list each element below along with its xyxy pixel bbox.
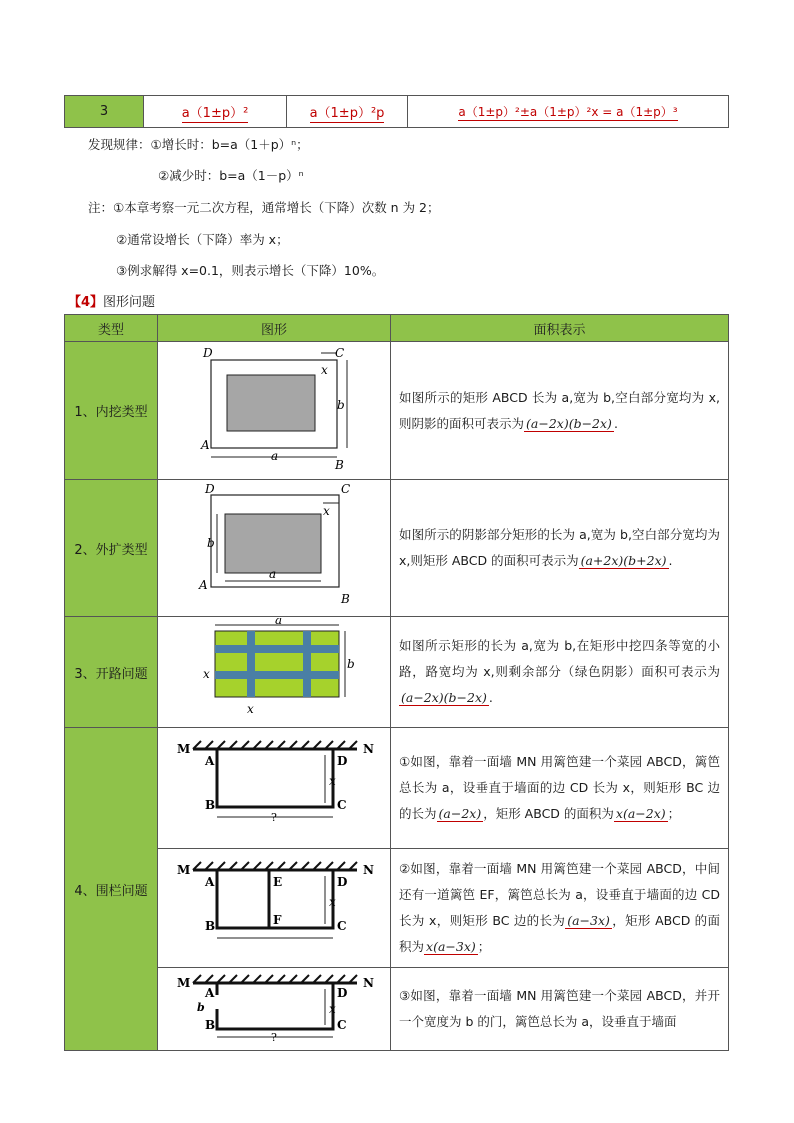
label-D: D (337, 986, 348, 1000)
tail-road: . (488, 690, 493, 705)
desc-fence-2-text: ②如图，靠着一面墙 MN 用篱笆建一个菜园 ABCD，中间还有一道篱笆 EF，篱笆总长为 a，设垂直于墙面的边 CD 长为 x，则矩形 BC 边的长为 (399, 861, 720, 928)
label-B: B (205, 798, 216, 812)
label-b: b (197, 1001, 205, 1014)
path-v1 (247, 631, 255, 697)
path-v2 (303, 631, 311, 697)
desc-fence-3: ③如图，靠着一面墙 MN 用篱笆建一个菜园 ABCD，并开一个宽度为 b 的门，篱笆总长为 a，设垂直于墙面 (399, 988, 720, 1029)
desc-outer (399, 522, 720, 574)
label-unknown: ? (271, 1031, 277, 1044)
desc-fence-1 (399, 749, 720, 827)
note-2: ②通常设增长（下降）率为 x； (116, 232, 289, 247)
label-A: A (205, 754, 215, 768)
label-D: D (337, 875, 348, 889)
label-D: D (205, 482, 215, 496)
label-a: a (269, 567, 277, 581)
rule-increase: 发现规律：①增长时：b=a（1＋p）ⁿ； (88, 137, 309, 152)
expr-outer: (a+2x)(b+2x) (580, 553, 667, 568)
label-b: b (347, 657, 355, 671)
figure-fence-2-cell (158, 849, 391, 968)
label-C: C (335, 346, 345, 360)
fence-figure-1 (159, 729, 389, 843)
mid-fence-1: ，矩形 ABCD 的面积为 (483, 806, 614, 821)
path-h1 (215, 645, 339, 653)
expr-fence-2a: (a−3x) (567, 913, 610, 928)
mid-fence-2: ，矩形 ABCD 的面积为 (399, 913, 720, 954)
growth-table-row (64, 95, 729, 128)
rule-decrease: ②减少时：b=a（1－p）ⁿ (158, 168, 304, 183)
desc-road-text: 如图所示矩形的长为 a,宽为 b,在矩形中挖四条等宽的小路，路宽均为 x,则剩余部分（绿色阴影）面积可表示为 (399, 638, 720, 679)
expr-fence-2b: x(a−3x) (426, 939, 476, 954)
desc-road (399, 633, 720, 711)
shaded-rect (225, 514, 321, 573)
area-fence-2-cell (391, 849, 729, 968)
label-x: x (329, 1002, 336, 1016)
type-road: 3、开路问题 (65, 617, 158, 728)
area-inner-cell (391, 342, 729, 480)
label-A: A (205, 875, 215, 889)
fence-rect (217, 749, 333, 807)
label-B: B (205, 1018, 216, 1032)
label-N: N (363, 863, 374, 877)
label-x: x (321, 363, 328, 377)
label-D: D (203, 346, 213, 360)
label-unknown: ? (271, 811, 277, 824)
desc-fence-2 (399, 856, 720, 960)
label-M: M (177, 742, 191, 756)
label-a: a (275, 618, 283, 627)
label-N: N (363, 976, 374, 990)
road-figure (159, 618, 389, 722)
label-B: B (335, 458, 344, 472)
cell-result-text: a（1±p）²±a（1±p）²x = a（1±p）³ (458, 105, 678, 119)
figure-fence-3-cell (158, 968, 391, 1051)
label-C: C (341, 482, 351, 496)
section-bracket: 【4】 (68, 295, 104, 310)
label-b: b (207, 536, 215, 550)
expr-inner: (a−2x)(b−2x) (526, 415, 612, 431)
label-a: a (271, 449, 279, 463)
header-type: 类型 (65, 315, 158, 342)
label-B: B (205, 919, 216, 933)
label-x: x (329, 895, 336, 909)
path-h2 (215, 671, 339, 679)
type-inner: 1、内挖类型 (65, 342, 158, 480)
tail-fence-1: ； (667, 806, 681, 821)
label-x-left: x (203, 667, 210, 681)
expr-road: (a−2x)(b−2x) (401, 690, 487, 705)
note-3: ③例求解得 x=0.1，则表示增长（下降）10%。 (116, 263, 385, 278)
label-C: C (337, 798, 347, 812)
row-number: 3 (65, 96, 144, 128)
desc-fence-1-text: ①如图，靠着一面墙 MN 用篱笆建一个菜园 ABCD，篱笆总长为 a，设垂直于墙面的边 CD 长为 x，则矩形 BC 边的长为 (399, 754, 720, 821)
label-D: D (337, 754, 348, 768)
label-A: A (205, 986, 215, 1000)
section-heading (68, 291, 155, 310)
label-B: B (341, 592, 350, 606)
figure-outer-cell (158, 480, 391, 617)
area-outer-cell (391, 480, 729, 617)
label-E: E (273, 875, 283, 889)
tail-outer: . (668, 553, 673, 568)
fence-with-gate (217, 983, 333, 1029)
desc-inner-text: 如图所示的矩形 ABCD 长为 a,宽为 b,空白部分宽均为 x,则阴影的面积可表示为 (399, 389, 720, 431)
figure-problems-table (64, 314, 729, 1051)
cell-result (408, 96, 729, 128)
area-road-cell (391, 617, 729, 728)
desc-outer-text: 如图所示的阴影部分矩形的长为 a,宽为 b,空白部分宽均为 x,则矩形 ABCD 的面积可表示为 (399, 527, 720, 568)
expr-fence-1a: (a−2x) (438, 806, 482, 821)
area-fence-1-cell (391, 728, 729, 849)
tail-inner: . (613, 415, 618, 431)
section-title: 图形问题 (103, 295, 156, 310)
area-fence-3-cell (391, 968, 729, 1051)
label-A: A (201, 438, 210, 452)
label-F: F (273, 913, 282, 927)
label-N: N (363, 742, 374, 756)
fence-figure-3 (159, 969, 389, 1045)
cell-base-text: a（1±p）² (181, 106, 249, 121)
label-M: M (177, 863, 191, 877)
green-field (215, 631, 339, 697)
label-b: b (337, 398, 345, 412)
inner-rectangle-figure (159, 343, 389, 474)
cell-change (287, 96, 408, 128)
label-x: x (323, 504, 330, 518)
label-C: C (337, 1018, 347, 1032)
label-M: M (177, 976, 191, 990)
label-x-bottom: x (247, 702, 254, 716)
type-fence: 4、围栏问题 (65, 728, 158, 1051)
header-figure: 图形 (158, 315, 391, 342)
desc-inner (399, 385, 720, 437)
outer-rectangle-figure (159, 481, 389, 611)
label-x: x (329, 774, 336, 788)
fence-figure-2 (159, 850, 389, 962)
header-area: 面积表示 (391, 315, 729, 342)
label-A: A (199, 578, 208, 592)
figure-road-cell (158, 617, 391, 728)
cell-change-text: a（1±p）²p (309, 106, 385, 121)
shaded-rect (227, 375, 315, 431)
expr-fence-1b: x(a−2x) (615, 806, 666, 821)
cell-base (144, 96, 287, 128)
note-1: 注：①本章考察一元二次方程，通常增长（下降）次数 n 为 2； (88, 200, 440, 215)
figure-fence-1-cell (158, 728, 391, 849)
label-C: C (337, 919, 347, 933)
type-outer: 2、外扩类型 (65, 480, 158, 617)
figure-inner-cell (158, 342, 391, 480)
tail-fence-2: ； (477, 939, 491, 954)
